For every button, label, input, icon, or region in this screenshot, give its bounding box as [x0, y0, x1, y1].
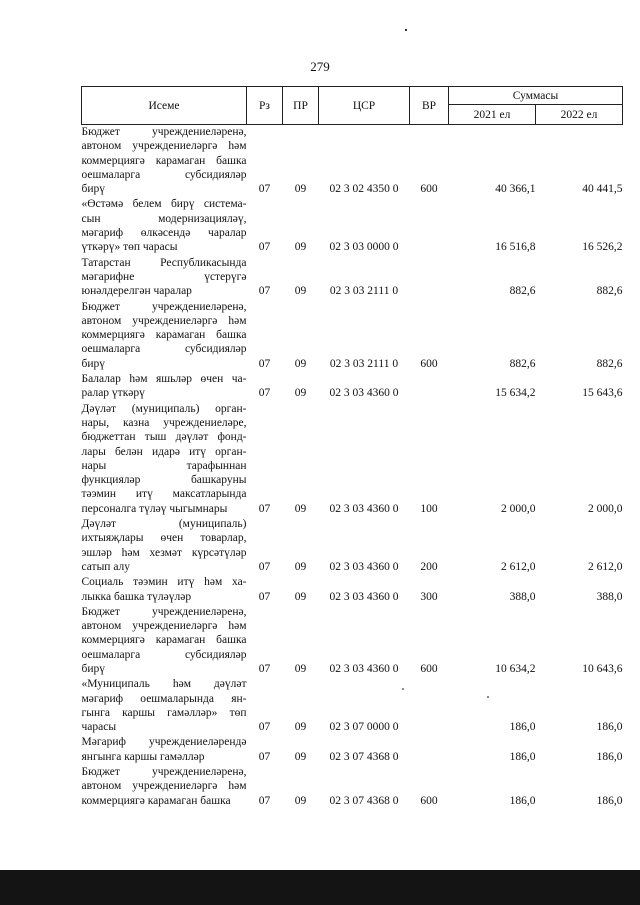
table-row [82, 300, 623, 372]
scan-dot [405, 29, 407, 31]
cell-pr: 09 [294, 794, 307, 807]
name-line: коммерциягә карамаган башка [81, 794, 231, 807]
cell-2022: 186,0 [596, 750, 623, 763]
name-line: коммерциягә карамаган башка [81, 329, 247, 342]
cell-csr: 02 3 03 4360 0 [329, 590, 399, 603]
cell-2022: 388,0 [596, 590, 623, 603]
cell-name [82, 125, 247, 198]
cell-pr: 09 [294, 721, 307, 734]
cell-pr: 09 [294, 560, 307, 573]
name-line: оешмаларга субсидияләр [81, 343, 247, 356]
cell-2021: 186,0 [509, 750, 536, 763]
name-line: мәгарифне үстерүгә [81, 270, 247, 283]
table-row [82, 517, 623, 575]
table-row [82, 256, 623, 300]
cell-2021: 2 612,0 [501, 560, 536, 573]
cell-name [82, 197, 247, 255]
name-line: лыкка башка түләүләр [81, 590, 192, 603]
name-line: мәгариф оешмаларында ян- [81, 692, 247, 705]
cell-vr: 600 [420, 357, 438, 370]
cell-2022: 15 643,6 [582, 387, 623, 400]
cell-pr: 09 [294, 590, 307, 603]
name-line: автоном учреждениеләргә һәм [81, 780, 247, 793]
table-body [82, 125, 623, 809]
cell-csr: 02 3 03 4360 0 [329, 387, 399, 400]
cell-csr: 02 3 03 4360 0 [329, 502, 399, 515]
cell-2021: 2 000,0 [501, 502, 536, 515]
cell-2021: 186,0 [509, 794, 536, 807]
name-line: «Муниципаль һәм дәүләт [81, 678, 247, 691]
name-line: Бюджет учреждениеләренә, [81, 766, 247, 779]
name-line: бюджеттан тыш дәүләт фонд- [81, 431, 247, 444]
cell-2022: 186,0 [596, 721, 623, 734]
cell-csr: 02 3 03 0000 0 [329, 241, 399, 254]
cell-csr: 02 3 03 4360 0 [329, 560, 399, 573]
cell-2022: 40 441,5 [582, 183, 623, 196]
table-row [82, 575, 623, 605]
cell-2022: 882,6 [596, 285, 623, 298]
name-line: бирү [81, 662, 106, 675]
cell-2022: 186,0 [596, 794, 623, 807]
cell-vr [410, 372, 449, 402]
cell-vr [410, 677, 449, 735]
cell-rz: 07 [258, 183, 271, 196]
name-line: ихтыяҗлары өчен товарлар, [81, 532, 247, 545]
cell-name [82, 256, 247, 300]
name-line: оешмаларга субсидияләр [81, 648, 247, 661]
name-line: Мәгариф учреждениеләрендә [81, 736, 247, 749]
name-line: ралар үткәрү [81, 387, 145, 400]
cell-vr: 600 [420, 183, 438, 196]
name-line: коммерциягә карамаган башка [81, 634, 247, 647]
cell-rz: 07 [258, 285, 271, 298]
cell-name [82, 300, 247, 372]
cell-2022: 882,6 [596, 357, 623, 370]
cell-pr: 09 [294, 502, 307, 515]
cell-rz: 07 [258, 357, 271, 370]
cell-2022: 10 643,6 [582, 662, 623, 675]
cell-vr [410, 735, 449, 765]
cell-2021: 10 634,2 [495, 662, 536, 675]
name-line: Балалар һәм яшьләр өчен ча- [81, 373, 247, 386]
table-row [82, 125, 623, 198]
cell-vr: 100 [420, 502, 438, 515]
name-line: Дәүләт (муниципаль) [81, 518, 247, 531]
cell-rz: 07 [258, 241, 271, 254]
name-line: автоном учреждениеләргә һәм [81, 140, 247, 153]
cell-2021: 388,0 [509, 590, 536, 603]
name-line: Бюджет учреждениеләренә, [81, 605, 247, 618]
cell-2022: 16 526,2 [582, 241, 623, 254]
name-line: Социаль тәэмин итү һәм ха- [81, 576, 247, 589]
cell-2021: 882,6 [509, 357, 536, 370]
name-line: янгынга каршы гамәлләр [81, 750, 205, 763]
col-header-pr: ПР [283, 87, 319, 125]
cell-vr [410, 256, 449, 300]
cell-vr: 200 [420, 560, 438, 573]
cell-rz: 07 [258, 387, 271, 400]
name-line: Бюджет учреждениеләренә, [81, 126, 247, 138]
cell-rz: 07 [258, 590, 271, 603]
cell-csr: 02 3 07 4368 0 [329, 794, 399, 807]
cell-name [82, 517, 247, 575]
cell-pr: 09 [294, 241, 307, 254]
table-row [82, 735, 623, 765]
cell-pr: 09 [294, 183, 307, 196]
cell-2021: 15 634,2 [495, 387, 536, 400]
name-line: тәэмин итү максатларында [81, 488, 247, 501]
cell-pr: 09 [294, 357, 307, 370]
cell-2022: 2 612,0 [588, 560, 623, 573]
name-line: нары, казна учреждениеләре, [81, 416, 247, 429]
name-line: «Өстәмә белем бирү система- [81, 198, 247, 211]
table-row [82, 402, 623, 517]
table-header [82, 87, 623, 125]
cell-vr [410, 197, 449, 255]
name-line: юнәлдерелгән чаралар [81, 285, 192, 298]
cell-pr: 09 [294, 750, 307, 763]
name-line: гынга каршы гамәлләр» төп [81, 706, 247, 719]
name-line: мәгариф өлкәсендә чаралар [81, 227, 247, 240]
cell-name [82, 735, 247, 765]
cell-2022: 2 000,0 [588, 502, 623, 515]
cell-2021: 16 516,8 [495, 241, 536, 254]
name-line: Татарстан Республикасында [81, 256, 247, 269]
table-row [82, 372, 623, 402]
cell-2021: 40 366,1 [495, 183, 536, 196]
cell-pr: 09 [294, 285, 307, 298]
name-line: Дәүләт (муниципаль) орган- [81, 402, 247, 415]
cell-csr: 02 3 02 4350 0 [329, 183, 399, 196]
cell-rz: 07 [258, 750, 271, 763]
cell-rz: 07 [258, 502, 271, 515]
cell-2021: 882,6 [509, 285, 536, 298]
name-line: Бюджет учреждениеләренә, [81, 300, 247, 313]
col-header-2021: 2021 ел [449, 105, 536, 125]
cell-name [82, 575, 247, 605]
col-header-sums: Суммасы [449, 87, 623, 105]
cell-name [82, 677, 247, 735]
name-line: бирү [81, 357, 106, 370]
cell-name [82, 605, 247, 677]
col-header-vr: ВР [410, 87, 449, 125]
table-row [82, 677, 623, 735]
page-number: 279 [310, 59, 330, 74]
name-line: персоналга түләү чыгымнары [81, 502, 228, 515]
cell-rz: 07 [258, 794, 271, 807]
table-row [82, 765, 623, 809]
cell-csr: 02 3 07 4368 0 [329, 750, 399, 763]
budget-table [81, 86, 623, 809]
scan-bottom-edge [0, 870, 640, 905]
cell-rz: 07 [258, 662, 271, 675]
name-line: чарасы [81, 721, 117, 734]
name-line: оешмаларга субсидияләр [81, 168, 247, 181]
cell-pr: 09 [294, 662, 307, 675]
cell-pr: 09 [294, 387, 307, 400]
table-row [82, 605, 623, 677]
cell-name [82, 765, 247, 809]
col-header-csr: ЦСР [319, 87, 410, 125]
cell-name [82, 372, 247, 402]
name-line: бирү [81, 183, 106, 196]
cell-csr: 02 3 03 2111 0 [329, 357, 399, 370]
cell-name [82, 402, 247, 517]
cell-vr: 600 [420, 662, 438, 675]
cell-vr: 300 [420, 590, 438, 603]
name-line: эшләр һәм хезмәт күрсәтүләр [81, 546, 247, 559]
name-line: нары тарафыннан [81, 459, 247, 472]
cell-2021: 186,0 [509, 721, 536, 734]
name-line: автоном учреждениеләргә һәм [81, 620, 247, 633]
name-line: функцияләр башкаруны [81, 474, 247, 487]
name-line: сын модернизацияләү, [81, 212, 247, 225]
col-header-2022: 2022 ел [536, 105, 623, 125]
name-line: лары белән идарә итү орган- [81, 445, 247, 458]
cell-vr: 600 [420, 794, 438, 807]
cell-rz: 07 [258, 560, 271, 573]
name-line: коммерциягә карамаган башка [81, 154, 247, 167]
cell-csr: 02 3 03 4360 0 [329, 662, 399, 675]
col-header-name: Исеме [82, 87, 247, 125]
cell-csr: 02 3 03 2111 0 [329, 285, 399, 298]
name-line: үткәрү» төп чарасы [81, 241, 178, 254]
table-row [82, 197, 623, 255]
col-header-rz: Рз [247, 87, 283, 125]
cell-rz: 07 [258, 721, 271, 734]
name-line: автоном учреждениеләргә һәм [81, 314, 247, 327]
cell-csr: 02 3 07 0000 0 [329, 721, 399, 734]
name-line: сатып алу [81, 560, 131, 573]
